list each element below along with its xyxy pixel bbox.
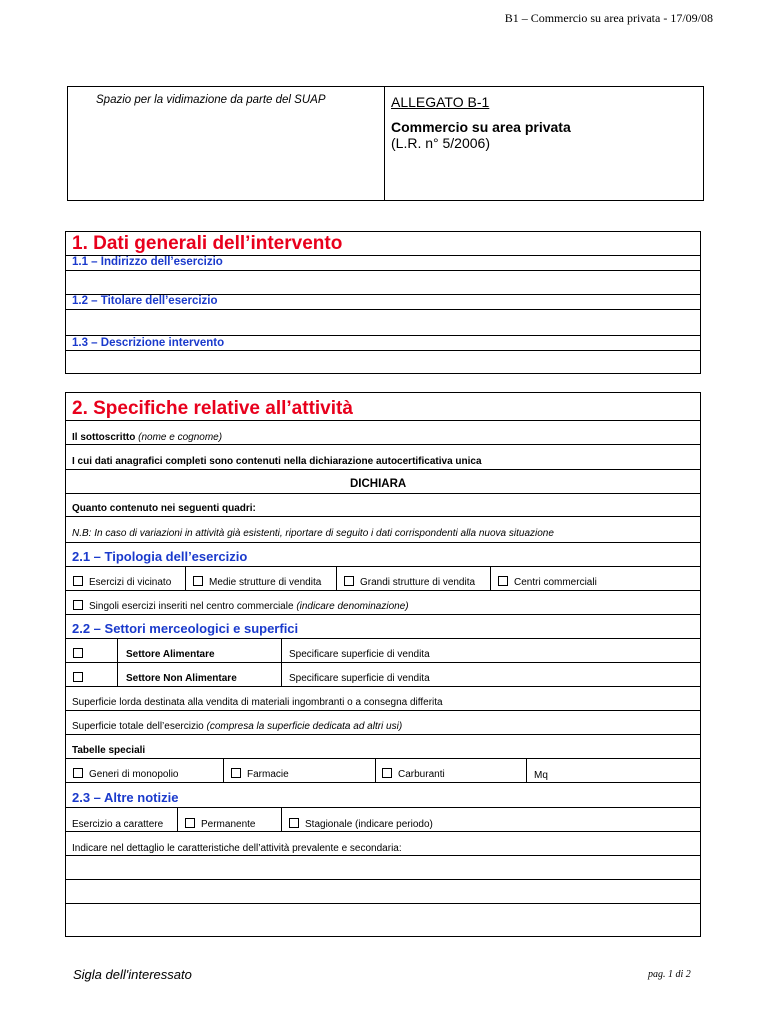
rule	[223, 758, 224, 782]
rule	[65, 638, 701, 639]
checkbox-grandi-strutture[interactable]: Grandi strutture di vendita	[344, 576, 475, 588]
heading-2-2: 2.2 – Settori merceologici e superfici	[72, 621, 299, 636]
rule	[65, 420, 701, 421]
superficie-totale-text: Superficie totale dell’esercizio (compresa la superficie dedicata ad altri usi)	[72, 721, 403, 732]
checkbox-icon	[185, 818, 195, 828]
checkbox-icon	[231, 768, 241, 778]
rule	[65, 734, 701, 735]
rule	[65, 662, 701, 663]
checkbox-stagionale[interactable]: Stagionale (indicare periodo)	[289, 818, 433, 830]
checkbox-medie-strutture[interactable]: Medie strutture di vendita	[193, 576, 321, 588]
allegato-label: ALLEGATO B-1	[391, 94, 490, 110]
rule	[65, 516, 701, 517]
rule	[526, 758, 527, 782]
rule	[65, 335, 701, 336]
checkbox-icon	[73, 672, 83, 682]
rule	[490, 566, 491, 590]
rule	[65, 469, 701, 470]
quanto-contenuto-text: Quanto contenuto nei seguenti quadri:	[72, 503, 256, 514]
heading-1-3: 1.3 – Descrizione intervento	[72, 337, 225, 349]
section1-title: 1. Dati generali dell’intervento	[72, 233, 343, 254]
rule	[65, 542, 701, 543]
heading-1-1: 1.1 – Indirizzo dell’esercizio	[72, 256, 223, 268]
rule	[65, 855, 701, 856]
page-number: pag. 1 di 2	[648, 969, 691, 980]
law-reference: (L.R. n° 5/2006)	[391, 135, 490, 151]
checkbox-icon	[73, 576, 83, 586]
rule	[65, 903, 701, 904]
checkbox-settore-non-alimentare[interactable]	[73, 672, 89, 684]
checkbox-centri-commerciali[interactable]: Centri commerciali	[498, 576, 597, 588]
checkbox-icon	[498, 576, 508, 586]
checkbox-icon	[344, 576, 354, 586]
rule	[336, 566, 337, 590]
specificare-superficie-non-alimentare: Specificare superficie di vendita	[289, 673, 430, 684]
checkbox-generi-monopolio[interactable]: Generi di monopolio	[73, 768, 179, 780]
rule	[65, 350, 701, 351]
checkbox-icon	[382, 768, 392, 778]
rule	[65, 590, 701, 591]
checkbox-icon	[73, 768, 83, 778]
rule	[65, 493, 701, 494]
sigla-interessato: Sigla dell'interessato	[73, 967, 192, 982]
sottoscritto-label: Il sottoscritto (nome e cognome)	[72, 432, 223, 443]
tabelle-speciali-label: Tabelle speciali	[72, 745, 146, 756]
nb-note: N.B: In caso di variazioni in attività già esistenti, riportare di seguito i dati corrispondenti alla nuova situazione	[72, 528, 554, 539]
heading-2-3: 2.3 – Altre notizie	[72, 790, 179, 805]
dichiara-label: DICHIARA	[350, 478, 407, 490]
esercizio-carattere-label: Esercizio a carattere	[72, 819, 164, 830]
checkbox-singoli-esercizi[interactable]: Singoli esercizi inseriti nel centro commerciale (indicare denominazione)	[73, 600, 409, 612]
checkbox-icon	[73, 600, 83, 610]
suap-label: Spazio per la vidimazione da parte del SUAP	[96, 94, 326, 106]
section2-title: 2. Specifiche relative all’attività	[72, 398, 353, 419]
checkbox-icon	[73, 648, 83, 658]
checkbox-icon	[193, 576, 203, 586]
rule	[375, 758, 376, 782]
mq-label: Mq	[534, 770, 548, 781]
heading-2-1: 2.1 – Tipologia dell’esercizio	[72, 549, 248, 564]
rule	[65, 309, 701, 310]
settore-non-alimentare-label: Settore Non Alimentare	[126, 673, 237, 684]
checkbox-esercizi-vicinato[interactable]: Esercizi di vicinato	[73, 576, 171, 588]
rule	[65, 686, 701, 687]
top-box-divider	[384, 86, 385, 201]
checkbox-carburanti[interactable]: Carburanti	[382, 768, 445, 780]
heading-1-2: 1.2 – Titolare dell’esercizio	[72, 295, 218, 307]
rule	[65, 879, 701, 880]
checkbox-farmacie[interactable]: Farmacie	[231, 768, 289, 780]
rule	[65, 566, 701, 567]
checkbox-permanente[interactable]: Permanente	[185, 818, 255, 830]
rule	[65, 807, 701, 808]
form-title: Commercio su area privata	[391, 119, 571, 135]
rule	[65, 444, 701, 445]
rule	[65, 831, 701, 832]
rule	[65, 270, 701, 271]
rule	[65, 782, 701, 783]
rule	[185, 566, 186, 590]
rule	[65, 614, 701, 615]
dati-anagrafici-text: I cui dati anagrafici completi sono contenuti nella dichiarazione autocertificativa unica	[72, 456, 482, 467]
indicare-dettaglio-text: Indicare nel dettaglio le caratteristiche dell’attività prevalente e secondaria:	[72, 843, 402, 854]
specificare-superficie-alimentare: Specificare superficie di vendita	[289, 649, 430, 660]
rule	[281, 807, 282, 831]
rule	[65, 710, 701, 711]
settore-alimentare-label: Settore Alimentare	[126, 649, 215, 660]
running-header: B1 – Commercio su area privata - 17/09/08	[504, 11, 713, 25]
checkbox-settore-alimentare[interactable]	[73, 648, 89, 660]
superficie-lorda-text: Superficie lorda destinata alla vendita di materiali ingombranti o a consegna differita	[72, 697, 443, 708]
rule	[177, 807, 178, 831]
checkbox-icon	[289, 818, 299, 828]
rule	[65, 758, 701, 759]
